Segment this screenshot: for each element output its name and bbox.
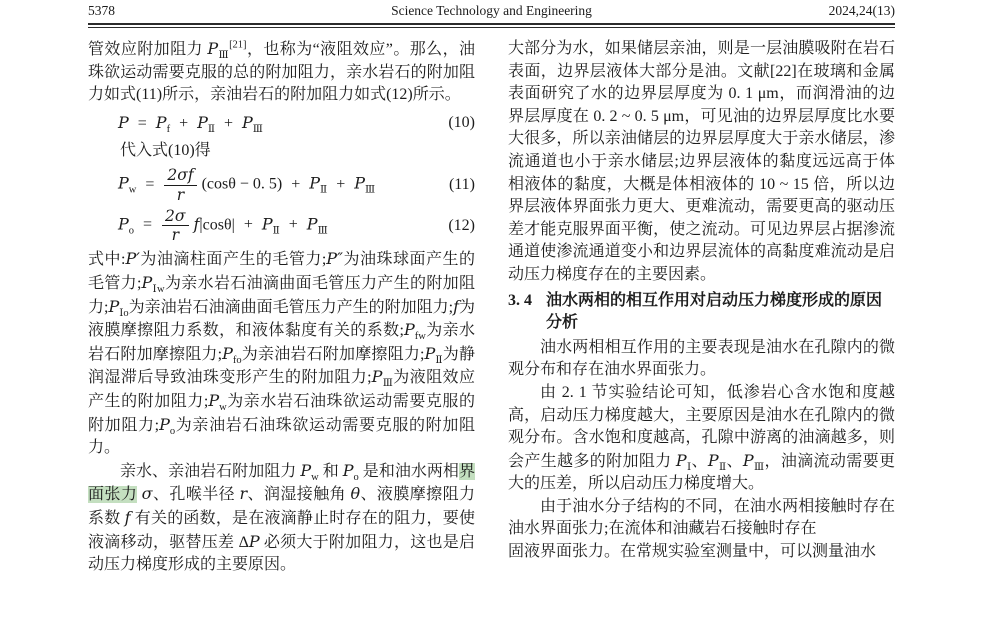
section-number: 3. 4 [508,291,532,309]
equation-number: (10) [448,114,475,132]
equation-10-body: $P = P_f + P_Ⅱ + P_Ⅲ$ [118,112,263,135]
left-column [88,38,475,577]
right-column [508,38,895,577]
section-heading [508,290,895,335]
equation-number: (12) [448,216,475,234]
fraction: $\frac{2\sigma}{r}$ [162,208,188,244]
paragraph: 亲水、亲油岩石附加阻力 $P_w$ 和 $P_o$ 是和油水两相界面张力 σ、孔喉半径 r、润湿接触角 θ、液膜摩擦阻力系数 f 有关的函数，是在液滴静止时存在的阻力，要使液滴移动，驱替压差 ΔP 必须大于附加阻力，这也是启动压力梯度形成的主要原因。 [88,460,475,574]
where-clause-paragraph: 式中:P′为油滴柱面产生的毛管力;P″为油珠球面产生的毛管力$;P_{Ⅰw}$为亲水岩石油滴曲面毛管压力产生的附加阻力$;P_{Ⅰo}$为亲油岩石油滴曲面毛管压力产生的附加阻力;f为液膜摩擦阻力系数，和液体黏度有关的系数$;P_{fw}$为亲水岩石附加摩擦阻力$;P_{fo}$为亲油岩石附加摩擦阻力$;P_Ⅱ$为静润湿滞后导致油珠变形产生的附加阻力$;P_Ⅲ$为液阻效应产生的附加阻力$;P_w$为亲水岩石油珠欲运动需要克服的附加阻力$;P_o$为亲油岩石油珠欲运动需要克服的附加阻力。 [88,249,476,457]
paragraph-continuation: 大部分为水，如果储层亲油，则是一层油膜吸附在岩石表面，边界层液体大部分是油。文献[22]在玻璃和金属表面研究了水的边界层厚度为 0. 1 μm，而润滑油的边界层厚度在 0. 2 ~ 0. 5 μm，可见油的边界层厚度比水要大很多，所以亲油储层的边界层厚度大于亲水储层，渗流通道也小于亲水储层;边界层液体的黏度远远高于体相液体的黏度，大概是体相液体的 10 ~ 15 倍，所以边界层液体界面张力更大、更难流动，需要更高的驱动压差才能克服界面平衡，使之流动。可见边界层占据渗流通道使渗流通道变小和边界层流体的高黏度难流动是启动压力梯度存在的主要因素。 [508,40,895,283]
highlighted-term: 界面张力 [88,462,475,504]
paragraph-continuation: 管效应附加阻力 $P_Ⅲ[21]$，也称为“液阻效应”。那么，油珠欲运动需要克服的总的附加阻力，亲水岩石的附加阻力如式(11)所示，亲油岩石的附加阻力如式(12)所示。 [88,39,475,104]
paragraph: 油水两相相互作用的主要表现是油水在孔隙内的微观分布和存在油水界面张力。 [508,338,895,379]
section-title: 油水两相的相互作用对启动压力梯度形成的原因分析 [546,291,883,332]
journal-title: Science Technology and Engineering [391,3,592,18]
equation-11 [88,167,475,203]
issue-info: 2024,24(13) [828,3,895,18]
paragraph: 由 2. 1 节实验结论可知，低渗岩心含水饱和度越高，启动压力梯度越大，主要原因是油水在孔隙内的微观分布。含水饱和度越高，孔隙中游离的油滴越多，则会产生越多的附加阻力 $P_Ⅰ$、$P_Ⅱ$、$P_Ⅲ$，油滴流动需要更大的压差，所以启动压力梯度增大。 [508,383,895,493]
equation-12-body: $P_o$ = $\frac{2\sigma}{r}$ $f|\cos\theta| + P_Ⅱ + P_Ⅲ$ [118,206,328,245]
paragraph-clipped-at-page-bottom: 固液界面张力。在常规实验室测量中，可以测量油水 [508,543,877,561]
page-number: 5378 [88,3,115,18]
equation-12 [88,208,475,244]
fraction: $\frac{2\sigma f}{r}$ [164,167,196,203]
paragraph: 由于油水分子结构的不同，在油水两相接触时存在油水界面张力;在流体和油藏岩石接触时存在 [508,497,895,538]
journal-header [0,0,982,19]
equation-11-body: $P_w$ = $\frac{2\sigma f}{r}$ (cosθ − 0. $5) + P_Ⅱ + P_Ⅲ$ [118,166,376,204]
equation-lead-in: 代入式(10)得 [120,141,211,159]
equation-10 [88,112,475,135]
equation-number: (11) [448,176,475,194]
two-column-body [0,28,982,577]
